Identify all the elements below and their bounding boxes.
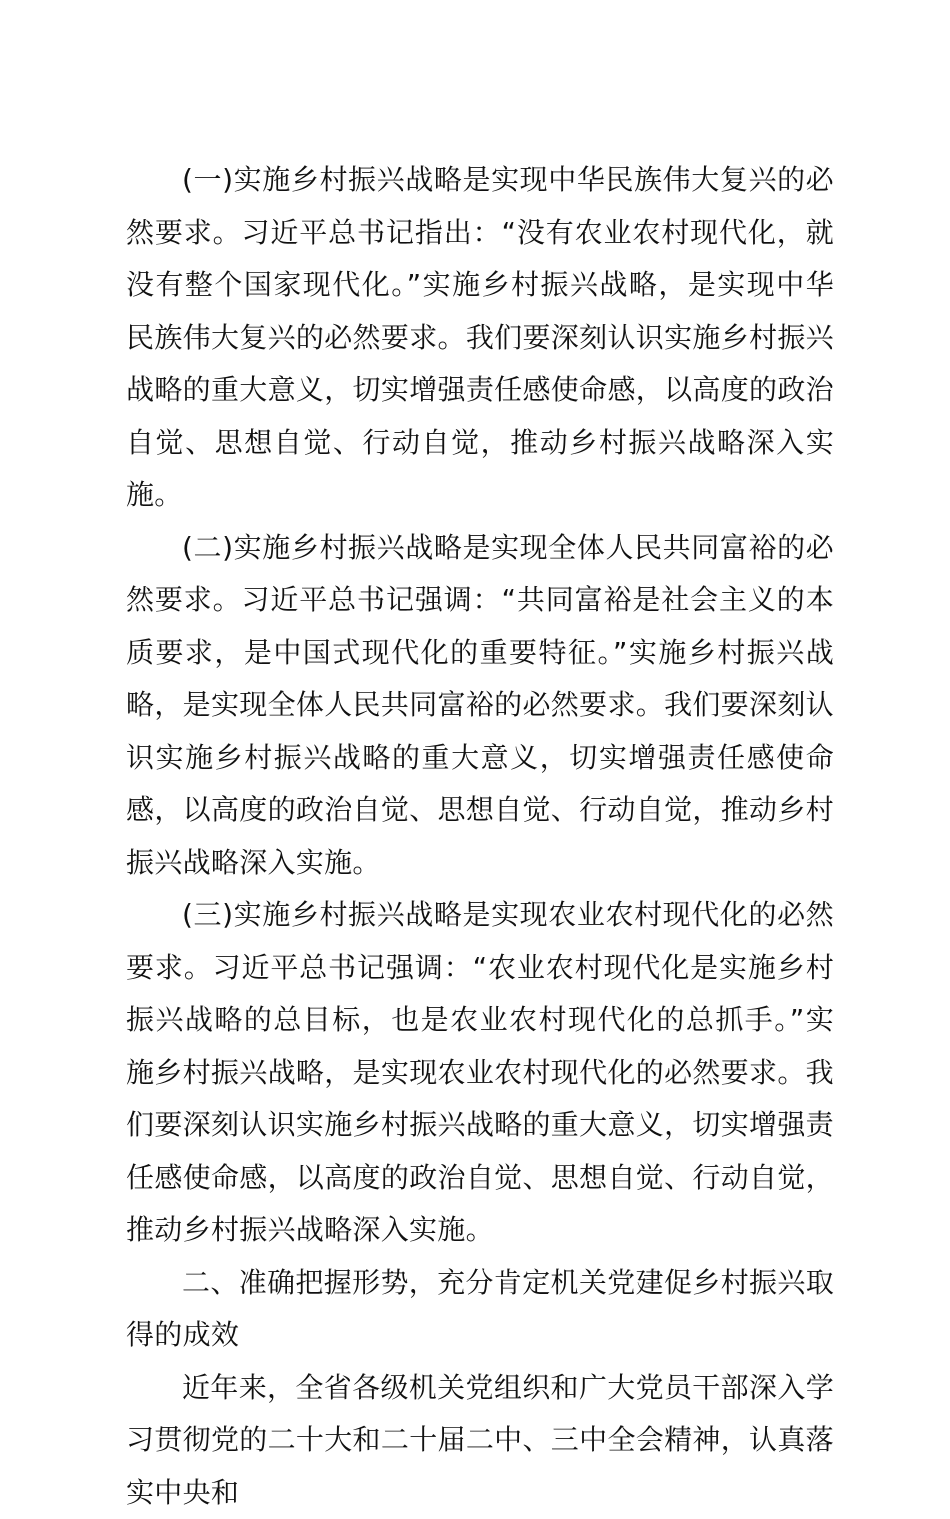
document-body	[126, 154, 834, 1519]
paragraph-section-2: (二)实施乡村振兴战略是实现全体人民共同富裕的必然要求。习近平总书记强调：“共同富裕是社会主义的本质要求，是中国式现代化的重要特征。”实施乡村振兴战略，是实现全体人民共同富裕的必然要求。我们要深刻认识实施乡村振兴战略的重大意义，切实增强责任感使命感，以高度的政治自觉、思想自觉、行动自觉，推动乡村振兴战略深入实施。	[126, 522, 834, 890]
paragraph-recent-years: 近年来，全省各级机关党组织和广大党员干部深入学习贯彻党的二十大和二十届二中、三中全会精神，认真落实中央和	[126, 1362, 834, 1519]
paragraph-section-3: (三)实施乡村振兴战略是实现农业农村现代化的必然要求。习近平总书记强调：“农业农村现代化是实施乡村振兴战略的总目标，也是农业农村现代化的总抓手。”实施乡村振兴战略，是实现农业农村现代化的必然要求。我们要深刻认识实施乡村振兴战略的重大意义，切实增强责任感使命感，以高度的政治自觉、思想自觉、行动自觉，推动乡村振兴战略深入实施。	[126, 889, 834, 1257]
paragraph-section-1: (一)实施乡村振兴战略是实现中华民族伟大复兴的必然要求。习近平总书记指出：“没有农业农村现代化，就没有整个国家现代化。”实施乡村振兴战略，是实现中华民族伟大复兴的必然要求。我们要深刻认识实施乡村振兴战略的重大意义，切实增强责任感使命感，以高度的政治自觉、思想自觉、行动自觉，推动乡村振兴战略深入实施。	[126, 154, 834, 522]
section-heading-2: 二、准确把握形势，充分肯定机关党建促乡村振兴取得的成效	[126, 1257, 834, 1362]
